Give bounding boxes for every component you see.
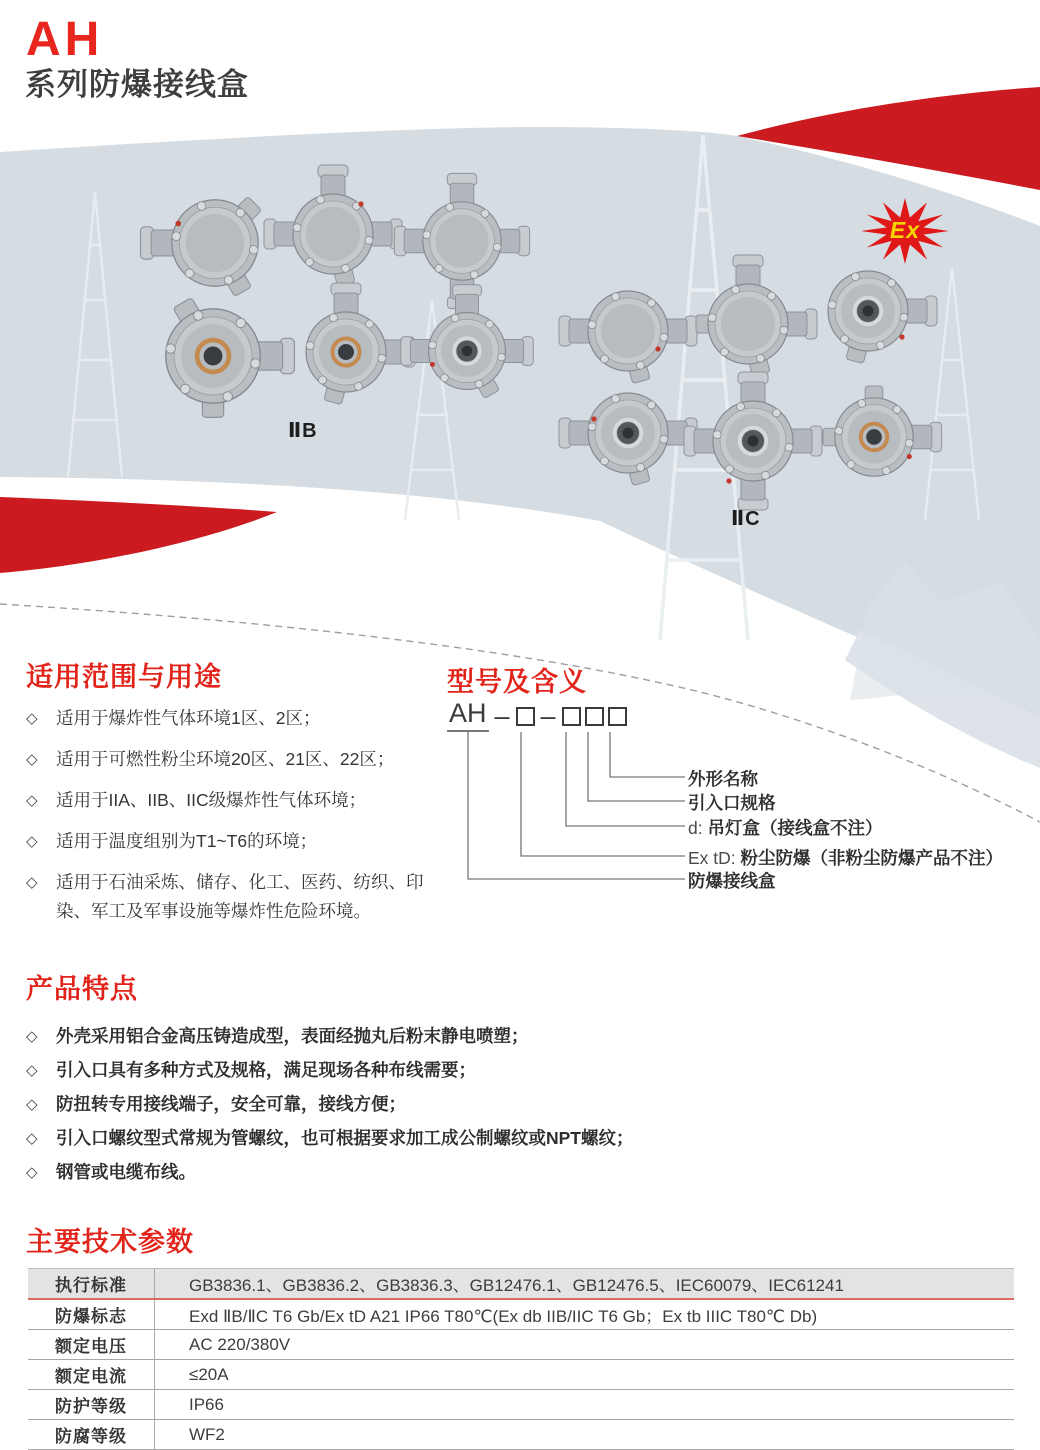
- diamond-bullet-icon: ◇: [26, 1164, 38, 1181]
- spec-value: GB3836.1、GB3836.2、GB3836.3、GB12476.1、GB12476.5、IEC60079、IEC61241: [189, 1276, 844, 1295]
- spec-value: ≤20A: [189, 1364, 229, 1384]
- diamond-bullet-icon: ◇: [26, 1130, 38, 1147]
- list-item-text: 适用于石油采炼、储存、化工、医药、纺织、印染、军工及军事设施等爆炸性危险环境。: [56, 872, 424, 921]
- model-code-prefix: AH: [447, 700, 489, 732]
- spec-value: IP66: [189, 1394, 224, 1414]
- diamond-bullet-icon: ◇: [26, 751, 38, 768]
- list-item-text: 引入口螺纹型式常规为管螺纹，也可根据要求加工成公制螺纹或NPT螺纹；: [56, 1128, 634, 1148]
- model-code-box: [516, 707, 535, 726]
- diamond-bullet-icon: ◇: [26, 833, 38, 850]
- table-row: [28, 1390, 1014, 1420]
- ex-badge-label: Ex: [889, 217, 921, 243]
- model-code: [447, 700, 627, 732]
- model-code-dash: –: [494, 700, 510, 731]
- list-item-text: 引入口具有多种方式及规格，满足现场各种布线需要；: [56, 1060, 476, 1080]
- specs-table: [28, 1268, 1014, 1450]
- group-label-iic: ⅡC: [731, 508, 761, 530]
- model-connector-lines: [447, 732, 707, 892]
- table-row: [28, 1330, 1014, 1360]
- table-row: [28, 1269, 1014, 1300]
- list-item-text: 钢管或电缆布线。: [56, 1162, 196, 1182]
- red-swoosh-left: [0, 497, 277, 573]
- spec-value: Exd ⅡB/ⅡC T6 Gb/Ex tD A21 IP66 T80℃(Ex db IIB/IIC T6 Gb；Ex tb IIIC T80℃ Db): [189, 1307, 818, 1326]
- spec-value: WF2: [189, 1424, 225, 1444]
- model-heading: 型号及含义: [447, 667, 587, 697]
- applications-list: [26, 704, 454, 938]
- model-label: Ex tD: 粉尘防爆（非粉尘防爆产品不注）: [688, 848, 1004, 868]
- diamond-bullet-icon: ◇: [26, 710, 38, 727]
- model-label: d: 吊灯盒（接线盒不注）: [688, 818, 883, 838]
- list-item-text: 适用于温度组别为T1~T6的环境；: [56, 831, 318, 851]
- model-code-box: [608, 707, 627, 726]
- list-item-text: 适用于IIA、IIB、IIC级爆炸性气体环境；: [56, 790, 367, 810]
- spec-label: 执行标准: [28, 1269, 155, 1298]
- list-item: [26, 827, 454, 856]
- applications-heading: 适用范围与用途: [26, 662, 222, 692]
- group-label-iib: ⅡB: [288, 420, 318, 442]
- list-item: [26, 745, 454, 774]
- model-label: 引入口规格: [688, 793, 776, 813]
- list-item: [26, 1090, 666, 1119]
- model-code-box: [585, 707, 604, 726]
- diamond-bullet-icon: ◇: [26, 874, 38, 891]
- spec-label: 额定电压: [28, 1330, 155, 1359]
- model-code-box: [562, 707, 581, 726]
- spec-label: 额定电流: [28, 1360, 155, 1389]
- list-item: [26, 1124, 666, 1153]
- table-row: [28, 1300, 1014, 1330]
- specs-heading: 主要技术参数: [26, 1227, 194, 1257]
- diamond-bullet-icon: ◇: [26, 1062, 38, 1079]
- features-list: [26, 1022, 666, 1192]
- model-label: 外形名称: [688, 769, 758, 789]
- list-item: [26, 786, 454, 815]
- spec-value: AC 220/380V: [189, 1334, 291, 1354]
- list-item-text: 适用于可燃性粉尘环境20区、21区、22区；: [56, 749, 395, 769]
- list-item: [26, 1158, 666, 1187]
- list-item-text: 防扭转专用接线端子，安全可靠，接线方便；: [56, 1094, 406, 1114]
- model-code-dash: –: [540, 700, 556, 731]
- spec-label: 防腐等级: [28, 1420, 155, 1449]
- list-item: [26, 1022, 666, 1051]
- diamond-bullet-icon: ◇: [26, 792, 38, 809]
- spec-label: 防爆标志: [28, 1300, 155, 1329]
- diamond-bullet-icon: ◇: [26, 1028, 38, 1045]
- spec-label: 防护等级: [28, 1390, 155, 1419]
- features-heading: 产品特点: [26, 974, 138, 1004]
- list-item: [26, 868, 454, 926]
- table-row: [28, 1420, 1014, 1450]
- list-item-text: 外壳采用铝合金高压铸造成型，表面经抛丸后粉末静电喷塑；: [56, 1026, 529, 1046]
- model-label: 防爆接线盒: [688, 871, 776, 891]
- brand-logo: AH: [26, 13, 104, 66]
- list-item: [26, 704, 454, 733]
- page-title: 系列防爆接线盒: [25, 67, 249, 102]
- list-item-text: 适用于爆炸性气体环境1区、2区；: [56, 708, 321, 728]
- list-item: [26, 1056, 666, 1085]
- diamond-bullet-icon: ◇: [26, 1096, 38, 1113]
- table-row: [28, 1360, 1014, 1390]
